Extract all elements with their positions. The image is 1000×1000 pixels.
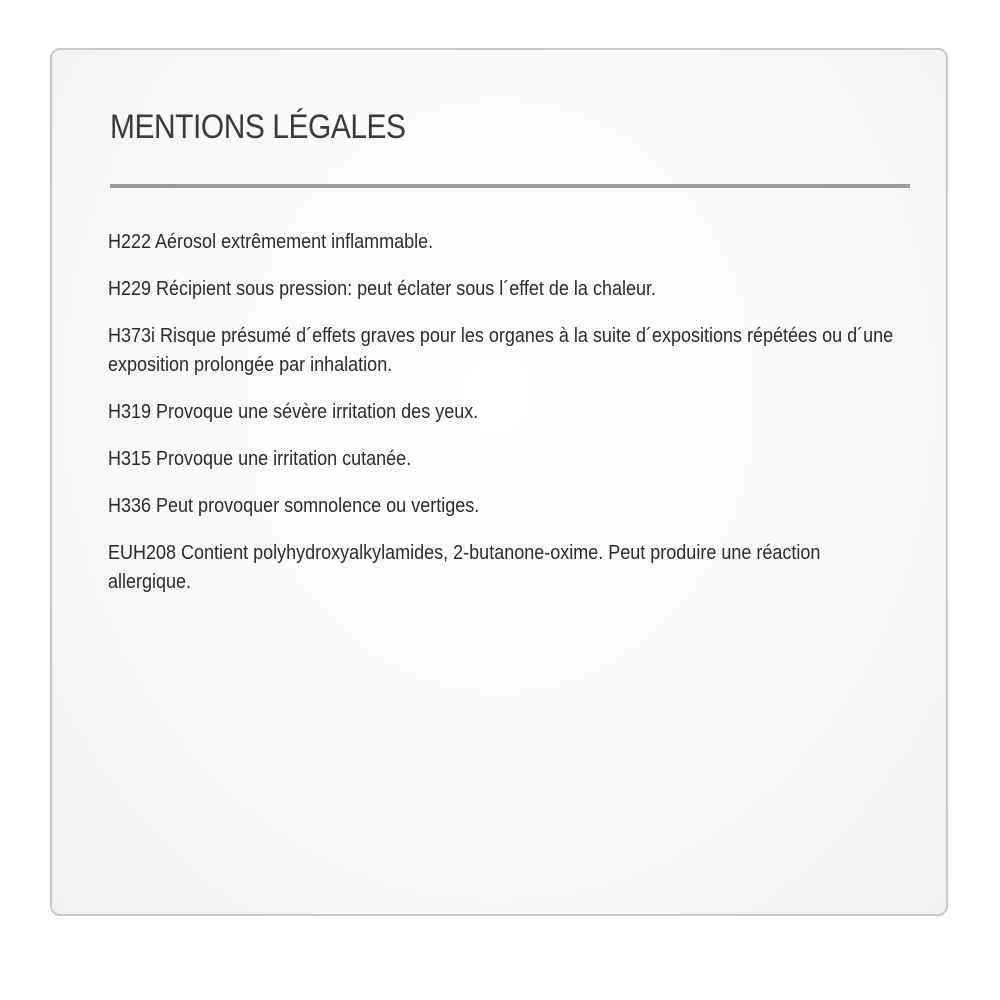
legal-notice-card — [50, 48, 948, 916]
hazard-statement-list — [108, 228, 908, 615]
hazard-statement: H315 Provoque une irritation cutanée. — [108, 448, 412, 470]
hazard-statement: H373i Risque présumé d´effets graves pour les organes à la suite d´expositions répétées ou d´une exposition prolongée par inhalation. — [108, 325, 894, 376]
section-title: MENTIONS LÉGALES — [110, 108, 406, 146]
hazard-statement: EUH208 Contient polyhydroxyalkylamides, 2-butanone-oxime. Peut produire une réaction allergique. — [108, 542, 821, 593]
hazard-statement: H336 Peut provoquer somnolence ou vertiges. — [108, 495, 480, 517]
hazard-statement: H229 Récipient sous pression: peut éclater sous l´effet de la chaleur. — [108, 278, 657, 300]
title-divider — [110, 184, 910, 188]
hazard-statement: H222 Aérosol extrêmement inflammable. — [108, 231, 434, 253]
hazard-statement: H319 Provoque une sévère irritation des yeux. — [108, 401, 479, 423]
